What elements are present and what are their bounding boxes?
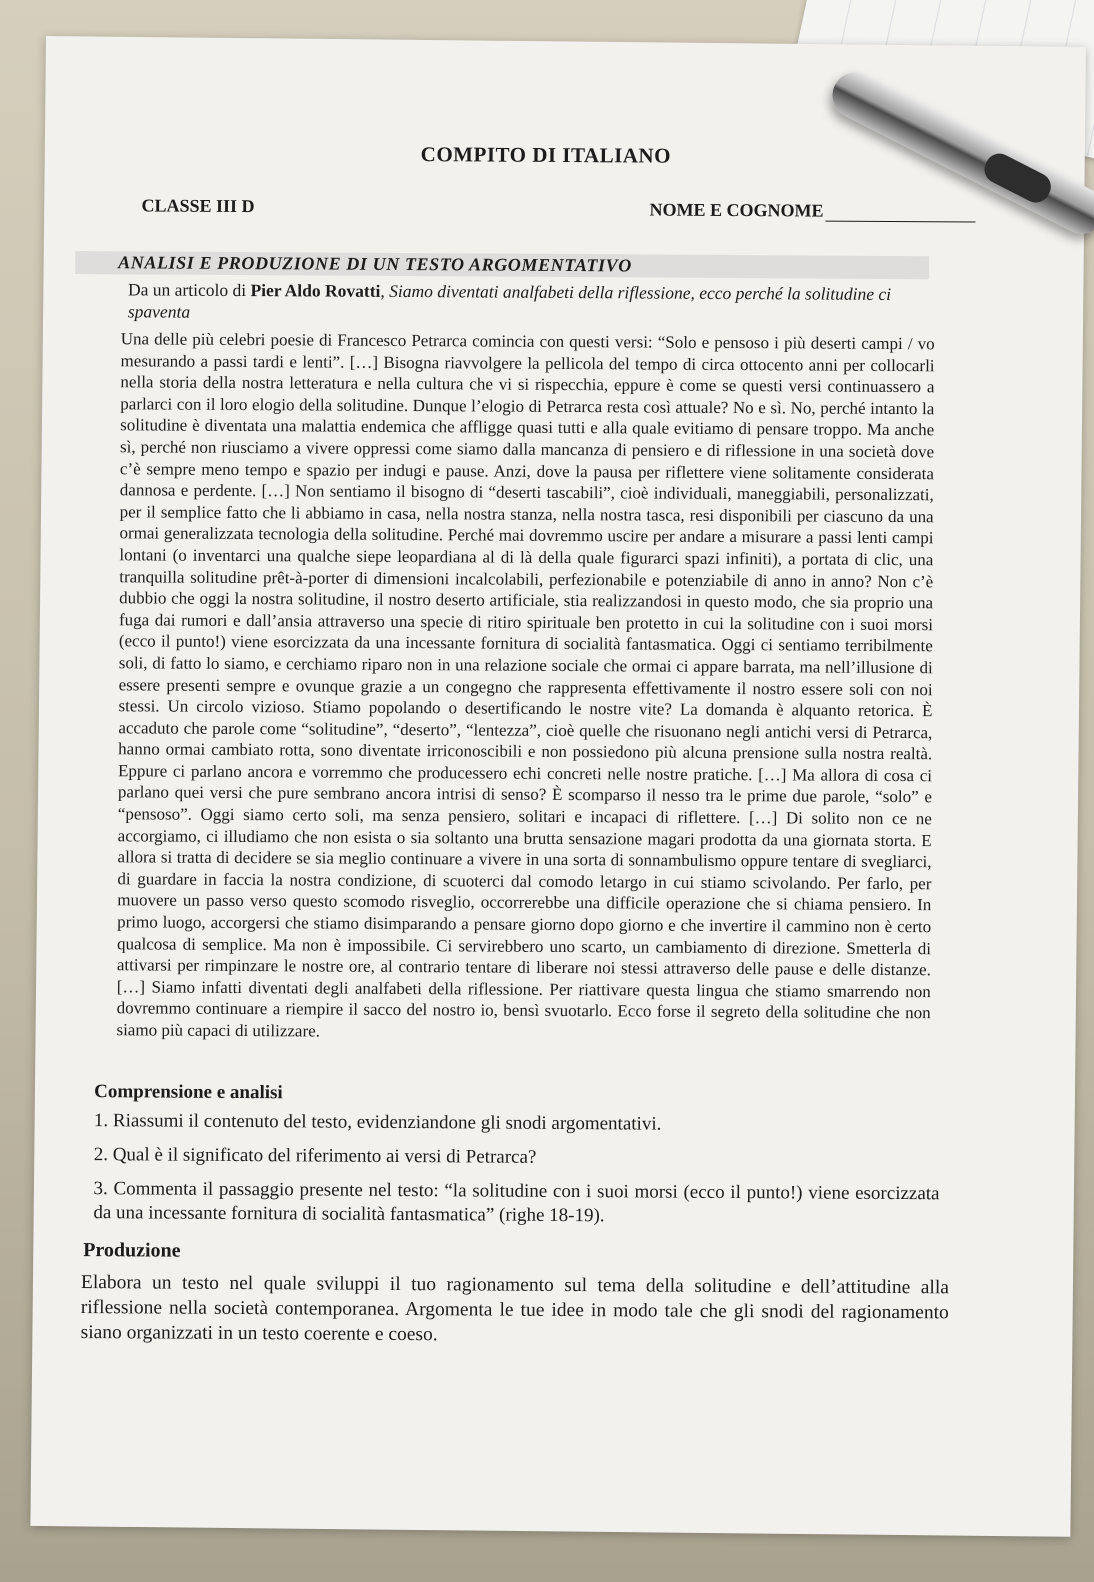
question-3: 3. Commenta il passaggio presente nel testo: “la solitudine con i suoi morsi (ecco il punto!) viene esorcizzata da una incessante fornitura di socialità fantasmatica” (righe 18-19). xyxy=(93,1177,940,1226)
source-title: Siamo diventati analfabeti della riflessione, ecco perché la solitudine ci spaventa xyxy=(127,280,892,322)
name-blank-line xyxy=(825,200,975,223)
name-label: NOME E COGNOME xyxy=(649,199,824,221)
document-title: COMPITO DI ITALIANO xyxy=(420,142,672,168)
class-label: CLASSE III D xyxy=(141,195,255,217)
question-1: 1. Riassumi il contenuto del testo, evidenziandone gli snodi argomentativi. xyxy=(93,1109,662,1135)
source-separator: , xyxy=(380,280,390,301)
comprehension-heading: Comprensione e analisi xyxy=(94,1080,283,1103)
section-title: ANALISI E PRODUZIONE DI UN TESTO ARGOMENTATIVO xyxy=(75,251,929,279)
document-content xyxy=(69,130,1016,1350)
production-heading: Produzione xyxy=(83,1238,181,1262)
source-author: Pier Aldo Rovatti xyxy=(250,280,381,301)
question-2: 2. Qual è il significato del riferimento ai versi di Petrarca? xyxy=(93,1143,537,1168)
source-citation xyxy=(128,278,925,327)
source-prefix: Da un articolo di xyxy=(127,279,251,301)
production-task: Elabora un testo nel quale sviluppi il tuo ragionamento sul tema della solitudine e dell’attitudine alla riflessione nella società contemporanea. Argomenta le tue idee in modo tale che gli snodi del ragionamento siano organizzati in un testo coerente e coeso. xyxy=(80,1271,950,1345)
header-row xyxy=(141,195,975,222)
name-field xyxy=(649,199,975,223)
article-body: Una delle più celebri poesie di Francesco Petrarca comincia con questi versi: “Solo e pensoso i più deserti campi / vo mesurando a passi tardi e lenti”. […] Bisogna riavvolgere la pellicola del tempo di circa ottocento anni per collocarli nella storia della nostra letteratura e nella cultura che vi si rispecchia, eppure è come se questi versi continuassero a parlarci con il loro elogio della solitudine. Dunque l’elogio di Petrarca resta così attuale? No e sì. No, perché intanto la solitudine è diventata una malattia endemica che affligge quasi tutti e alla quale evitiamo di pensare troppo. Ma anche sì, perché non riusciamo a vivere oppressi come siamo dalla mancanza di pensiero e di riflessione in una società dove c’è sempre meno tempo e spazio per indugi e pause. Anzi, dove la pausa per riflettere viene solitamente considerata dannosa e perdente. […] Non sentiamo il bisogno di “deserti tascabili”, cioè individuali, maneggiabili, personalizzati, per il semplice fatto che li abbiamo in casa, nella nostra stanza, nella nostra tasca, resi disponibili per ciascuno da una ormai generalizzata tecnologia della solitudine. Perché mai dovremmo uscire per andare a misurare a passi lenti campi lontani (o inventarci una qualche siepe leopardiana al di là della quale figurarci spazi infiniti), a portata di clic, una tranquilla solitudine prêt-à-porter di dimensioni incalcolabili, perfezionabile e potenziabile di anno in anno? Non c’è dubbio che oggi la nostra solitudine, il nostro deserto artificiale, stia realizzandosi in questo modo, che sia proprio una fuga dai rumori e dall’ansia attraverso una specie di ritiro spirituale ben protetto in cui la solitudine con i suoi morsi (ecco il punto!) viene esorcizzata da una incessante fornitura di socialità fantasmatica. Oggi ci sentiamo terribilmente soli, di fatto lo siamo, e cerchiamo riparo non in una relazione sociale che ormai ci appare barrata, ma nell’illusione di essere presenti sempre e ovunque grazie a un congegno che rappresenta effettivamente il nostro essere soli con noi stessi. Un circolo vizioso. Stiamo popolando o desertificando le nostre vite? La domanda è alquanto retorica. È accaduto che parole come “solitudine”, “deserto”, “lentezza”, cioè quelle che risuonano negli antichi versi di Petrarca, hanno ormai cambiato rotta, sono diventate irriconoscibili e non possiedono più alcuna prensione sulla nostra realtà. Eppure ci parlano ancora e vorremmo che producessero echi concreti nelle nostre pratiche. […] Ma allora di cosa ci parlano quei versi che pure sembrano ancora intrisi di senso? È scomparso il nesso tra le prime due parole, “solo” e “pensoso”. Oggi siamo certo soli, ma senza pensiero, solitari e incapaci di riflettere. […] Di solito non ce ne accorgiamo, ci illudiamo che non esista o sia soltanto una brutta sensazione magari prodotta da una giornata storta. E allora si tratta di decidere se sia meglio continuare a vivere in una sorta di sonnambulismo oppure tentare di svegliarci, di guardare in faccia la nostra condizione, di scuoterci dal comodo letargo in cui stiamo scivolando. Per farlo, per muovere un passo verso questo scomodo risveglio, occorrerebbe una difficile operazione che si chiama pensiero. In primo luogo, accorgersi che stiamo disimparando a pensare giorno dopo giorno e che invertire il cammino non è certo qualcosa di semplice. Ma non è impossibile. Ci servirebbero uno scarto, un cambiamento di direzione. Smetterla di attivarsi per rimpinzare le nostre ore, al contrario tentare di liberare noi stessi attraverso delle pause e delle distanze. […] Siamo infatti diventati degli analfabeti della riflessione. Per riattivare questa lingua che stiamo smarrendo non dovremmo continuare a riempire il sacco del nostro io, bensì svuotarlo. Ecco forse il segreto della solitudine che non siamo più capaci di utilizzare. xyxy=(116,329,935,1041)
